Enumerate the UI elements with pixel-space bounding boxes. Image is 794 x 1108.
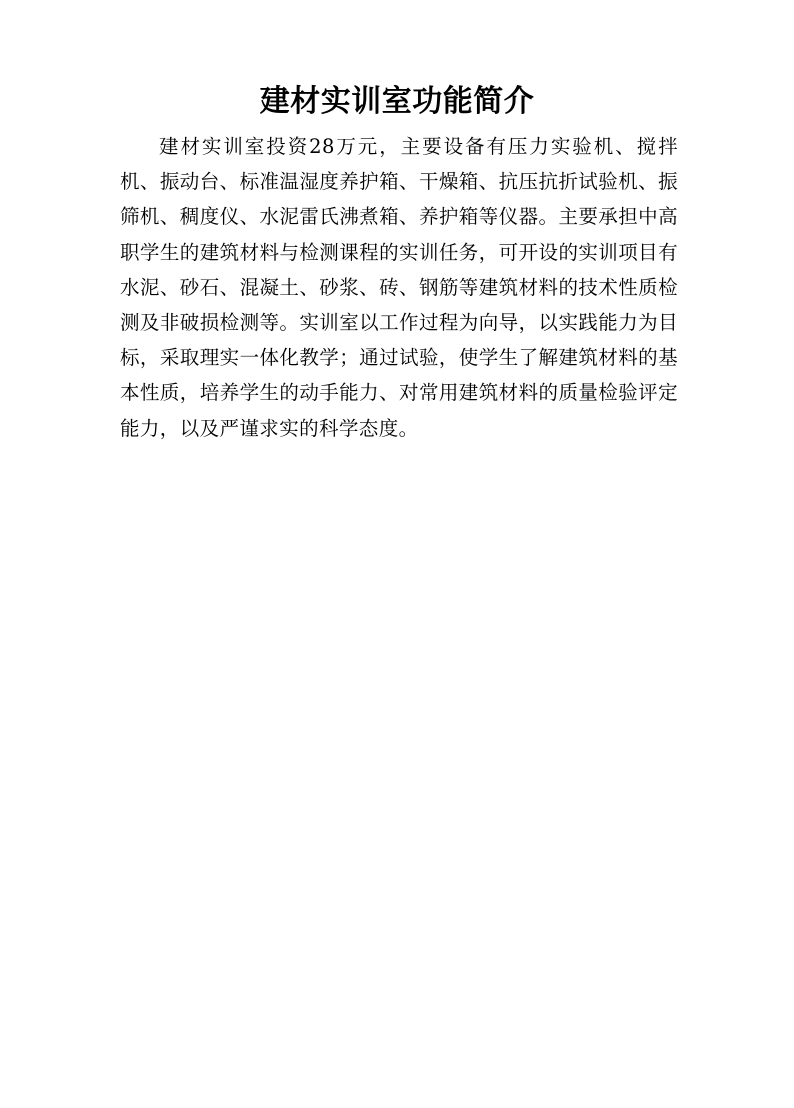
document-title: 建材实训室功能简介 [259, 84, 535, 119]
body-paragraph: 建材实训室投资28万元，主要设备有压力实验机、搅拌机、振动台、标准温湿度养护箱、干燥箱、抗压抗折试验机、振筛机、稠度仪、水泥雷氏沸煮箱、养护箱等仪器。主要承担中高职学生的建筑材料与检测课程的实训任务，可开设的实训项目有水泥、砂石、混凝土、砂浆、砖、钢筋等建筑材料的技术性质检测及非破损检测等。实训室以工作过程为向导，以实践能力为目标，采取理实一体化教学；通过试验，使学生了解建筑材料的基本性质，培养学生的动手能力、对常用建筑材料的质量检验评定能力，以及严谨求实的科学态度。 [120, 135, 678, 440]
